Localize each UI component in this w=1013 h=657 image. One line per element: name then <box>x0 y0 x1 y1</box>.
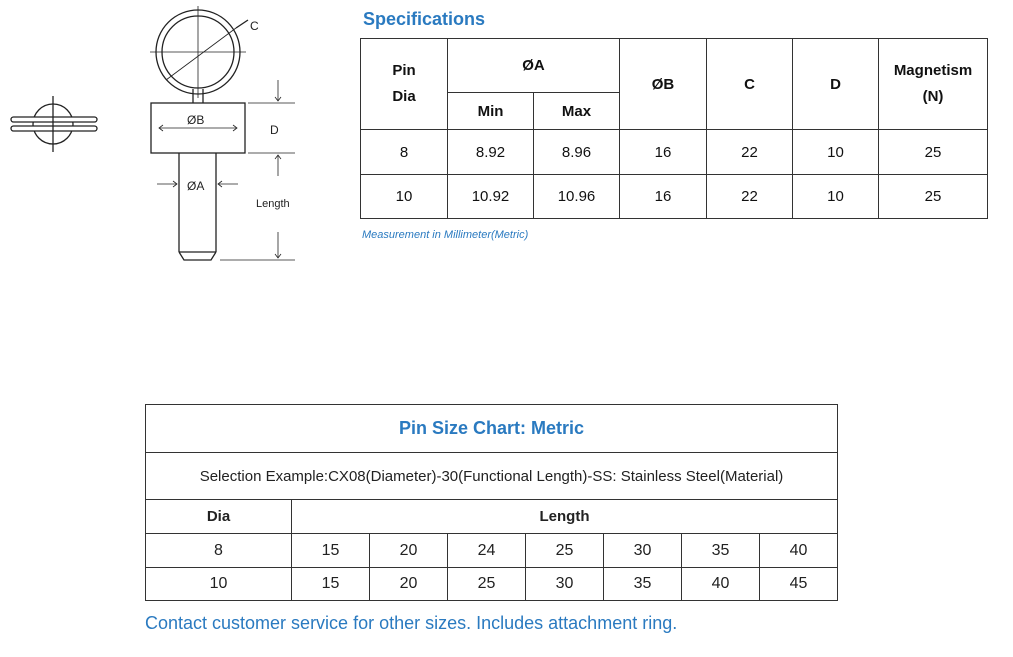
size-chart-title-row <box>146 405 838 453</box>
table-cell: 8.92 <box>448 130 534 175</box>
table-cell: 35 <box>604 568 682 601</box>
magnetism-header: Magnetism (N) <box>879 39 988 130</box>
table-cell: 35 <box>682 534 760 568</box>
dimension-c-label: C <box>250 19 259 33</box>
table-cell: 40 <box>760 534 838 568</box>
table-cell: 25 <box>879 175 988 219</box>
table-cell: 25 <box>448 568 526 601</box>
size-chart-header-row <box>146 500 838 534</box>
a-max-header: Max <box>534 93 620 130</box>
specifications-title: Specifications <box>363 9 486 29</box>
table-cell: 8 <box>361 130 448 175</box>
table-row <box>361 175 988 219</box>
dimension-d-label: D <box>270 123 279 137</box>
table-cell: 40 <box>682 568 760 601</box>
pin-dia-header: Pin Dia <box>361 39 448 130</box>
dimension-length-label: Length <box>256 198 290 210</box>
table-cell: 30 <box>604 534 682 568</box>
contact-note: Contact customer service for other sizes. Includes attachment ring. <box>145 613 678 633</box>
length-header: Length <box>292 500 838 534</box>
table-cell: 16 <box>620 175 707 219</box>
table-cell: 10 <box>146 568 292 601</box>
dimension-lines <box>220 80 295 260</box>
table-cell: 16 <box>620 130 707 175</box>
selection-example: Selection Example:CX08(Diameter)-30(Functional Length)-SS: Stainless Steel(Material) <box>146 453 838 500</box>
table-cell: 10.96 <box>534 175 620 219</box>
b-header: ØB <box>620 39 707 130</box>
side-view-drawing <box>11 96 97 152</box>
table-cell: 8 <box>146 534 292 568</box>
a-header: ØA <box>448 39 620 93</box>
table-cell: 22 <box>707 175 793 219</box>
table-cell: 10 <box>793 130 879 175</box>
table-cell: 20 <box>370 568 448 601</box>
table-cell: 25 <box>526 534 604 568</box>
table-row <box>146 568 838 601</box>
pin-shaft-drawing <box>157 153 238 260</box>
table-cell: 22 <box>707 130 793 175</box>
table-cell: 45 <box>760 568 838 601</box>
table-cell: 25 <box>879 130 988 175</box>
table-cell: 8.96 <box>534 130 620 175</box>
size-chart-title: Pin Size Chart: Metric <box>146 405 838 453</box>
dimension-b-label: ØB <box>187 113 205 127</box>
table-row <box>361 130 988 175</box>
table-row <box>146 534 838 568</box>
a-min-header: Min <box>448 93 534 130</box>
table-cell: 20 <box>370 534 448 568</box>
dimension-a-label: ØA <box>187 179 205 193</box>
table-cell: 15 <box>292 534 370 568</box>
table-cell: 15 <box>292 568 370 601</box>
dia-header: Dia <box>146 500 292 534</box>
spec-header-row <box>361 39 988 93</box>
table-cell: 10.92 <box>448 175 534 219</box>
attachment-ring-drawing <box>150 6 248 103</box>
size-chart-example-row <box>146 453 838 500</box>
pin-head-drawing <box>151 103 245 153</box>
table-cell: 10 <box>361 175 448 219</box>
table-cell: 10 <box>793 175 879 219</box>
table-cell: 30 <box>526 568 604 601</box>
specifications-table <box>360 38 988 219</box>
c-header: C <box>707 39 793 130</box>
pin-technical-drawing <box>0 0 320 280</box>
d-header: D <box>793 39 879 130</box>
pin-size-chart-table <box>145 404 838 601</box>
table-cell: 24 <box>448 534 526 568</box>
measurement-note: Measurement in Millimeter(Metric) <box>362 229 529 241</box>
